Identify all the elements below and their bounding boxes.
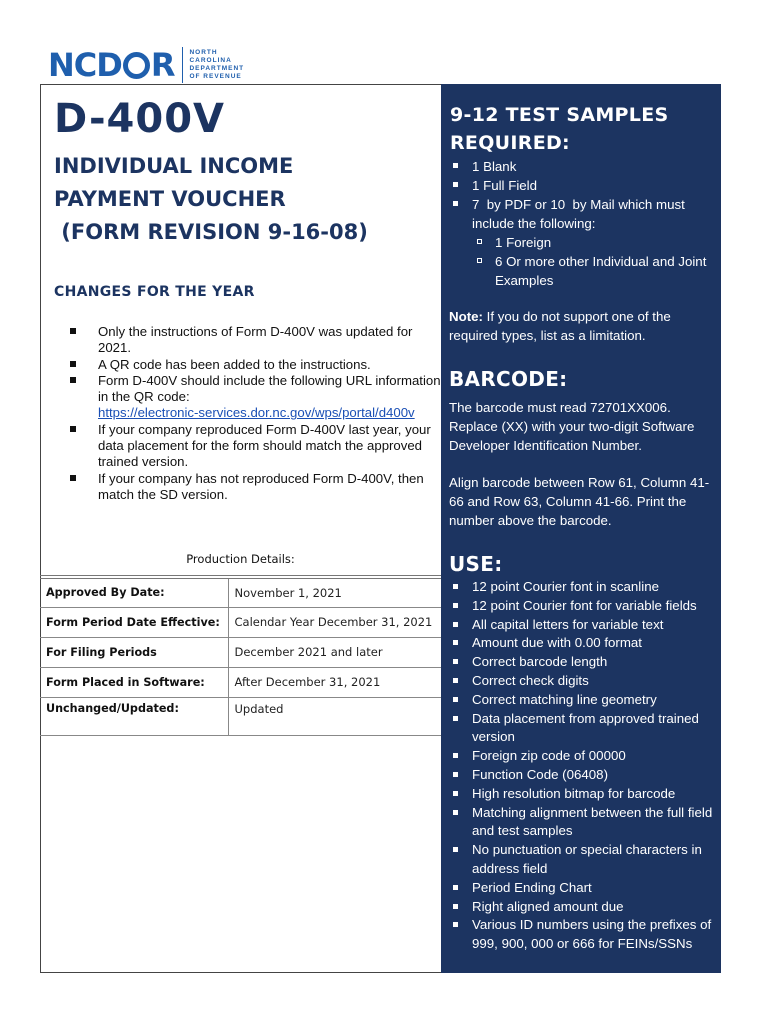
logo-text-r: R xyxy=(150,46,175,84)
list-item xyxy=(450,616,718,635)
form-id: D-400V xyxy=(54,96,225,142)
list-item-text: All capital letters for variable text xyxy=(472,616,664,632)
changes-list xyxy=(70,324,442,503)
list-item xyxy=(70,471,442,504)
list-item-text: High resolution bitmap for barcode xyxy=(472,785,676,801)
list-item-text: Data placement from approved trained version xyxy=(472,710,699,745)
table-row xyxy=(40,637,441,667)
bullet-icon xyxy=(453,603,458,608)
list-item xyxy=(450,157,715,176)
list-item-text: Foreign zip code of 00000 xyxy=(472,748,626,764)
sublist-item xyxy=(472,252,715,290)
list-item-text: 1 Blank xyxy=(472,159,517,174)
note-text: If you do not support one of the required types, list as a limitation. xyxy=(449,309,675,343)
list-item-text: Correct barcode length xyxy=(472,654,608,670)
list-item xyxy=(70,422,442,471)
test-samples-heading xyxy=(450,101,668,157)
list-item xyxy=(450,691,718,710)
bullet-icon xyxy=(453,885,458,890)
list-item xyxy=(450,785,718,804)
bullet-icon xyxy=(453,678,458,683)
bullet-icon xyxy=(70,475,76,481)
list-item xyxy=(450,879,718,898)
list-item xyxy=(70,373,442,422)
bullet-icon xyxy=(453,201,458,206)
bullet-icon xyxy=(453,753,458,758)
logo-sub-line: OF REVENUE xyxy=(189,73,242,80)
form-title-line: (FORM REVISION 9-16-08) xyxy=(54,220,368,244)
list-item-text: Period Ending Chart xyxy=(472,879,592,895)
barcode-instructions: The barcode must read 72701XX006. Replace (XX) with your two-digit Software Developer Identification Number. xyxy=(449,400,695,453)
list-item xyxy=(450,916,718,954)
list-item xyxy=(450,634,718,653)
table-row xyxy=(40,667,441,697)
logo-sub-line: CAROLINA xyxy=(189,57,232,64)
bullet-icon xyxy=(453,791,458,796)
row-value: November 1, 2021 xyxy=(228,577,441,607)
bullet-icon xyxy=(453,584,458,589)
logo-wordmark xyxy=(48,46,175,84)
list-item-text: A QR code has been added to the instructions. xyxy=(98,356,371,372)
note-label: Note: xyxy=(449,309,483,324)
production-details-table xyxy=(40,575,441,736)
list-item-text: Correct matching line geometry xyxy=(472,691,657,707)
row-value: After December 31, 2021 xyxy=(228,667,441,697)
bullet-icon xyxy=(70,377,76,383)
use-list xyxy=(450,578,718,954)
qr-url-link[interactable]: https://electronic-services.dor.nc.gov/wps/portal/d400v xyxy=(98,405,415,421)
row-value: December 2021 and later xyxy=(228,637,441,667)
list-item xyxy=(450,898,718,917)
barcode-alignment: Align barcode between Row 61, Column 41-66 and Row 63, Column 41-66. Print the number above the barcode. xyxy=(449,475,710,528)
bullet-icon xyxy=(453,772,458,777)
row-label: Form Period Date Effective: xyxy=(40,607,228,637)
form-title-line: PAYMENT VOUCHER xyxy=(54,187,286,211)
list-item-text: Amount due with 0.00 format xyxy=(472,635,642,651)
bullet-icon xyxy=(70,426,76,432)
bullet-icon xyxy=(453,182,458,187)
list-item xyxy=(450,766,718,785)
list-item-text: Right aligned amount due xyxy=(472,898,624,914)
list-item xyxy=(450,841,718,879)
hollow-bullet-icon xyxy=(477,239,482,244)
list-item xyxy=(70,324,442,357)
bullet-icon xyxy=(453,847,458,852)
list-item-text: Form D-400V should include the following URL information in the QR code: xyxy=(98,372,441,405)
list-item xyxy=(450,597,718,616)
list-item-text: 1 Foreign xyxy=(495,235,552,250)
list-item-text: Function Code (06408) xyxy=(472,766,609,782)
logo-sub-line: DEPARTMENT xyxy=(189,65,245,72)
list-item-text: 7 by PDF or 10 by Mail which must include the following: xyxy=(472,197,689,231)
barcode-heading: BARCODE: xyxy=(449,367,568,391)
changes-heading: CHANGES FOR THE YEAR xyxy=(54,284,255,300)
limitation-note xyxy=(449,307,714,345)
logo-subtitle xyxy=(189,49,244,81)
logo-text-nc: NC xyxy=(48,46,97,84)
heading-line: 9-12 TEST SAMPLES xyxy=(450,104,669,126)
logo-o-ring xyxy=(123,52,150,79)
logo-sub-line: NORTH xyxy=(189,49,218,56)
form-title-line: INDIVIDUAL INCOME xyxy=(54,154,294,178)
use-heading: USE: xyxy=(449,552,503,576)
list-item-text: 1 Full Field xyxy=(472,178,538,193)
list-item xyxy=(450,710,718,748)
test-samples-sublist xyxy=(472,233,715,290)
list-item-text: No punctuation or special characters in address field xyxy=(472,842,702,876)
row-label: Approved By Date: xyxy=(40,577,228,607)
heading-line: REQUIRED: xyxy=(450,132,570,154)
hollow-bullet-icon xyxy=(477,258,482,263)
table-row xyxy=(40,607,441,637)
list-item-text: 12 point Courier font in scanline xyxy=(472,579,660,594)
bullet-icon xyxy=(453,904,458,909)
bullet-icon xyxy=(70,361,76,367)
list-item xyxy=(450,176,715,195)
form-title xyxy=(54,150,368,249)
test-samples-list xyxy=(450,157,715,290)
list-item-text: If your company reproduced Form D-400V last year, your data placement for the form should match the approved trained version. xyxy=(98,421,431,470)
bullet-icon xyxy=(453,810,458,815)
list-item-text: 6 Or more other Individual and Joint Examples xyxy=(495,254,707,288)
bullet-icon xyxy=(453,640,458,645)
list-item-text: Correct check digits xyxy=(472,672,589,688)
bullet-icon xyxy=(453,659,458,664)
row-label: Unchanged/Updated: xyxy=(40,697,228,735)
list-item xyxy=(450,804,718,842)
bullet-icon xyxy=(70,328,76,334)
list-item xyxy=(450,672,718,691)
row-label: For Filing Periods xyxy=(40,637,228,667)
list-item xyxy=(450,578,718,597)
list-item-text: Various ID numbers using the prefixes of 999, 900, 000 or 666 for FEINs/SSNs xyxy=(472,917,712,952)
logo-divider xyxy=(182,47,183,83)
list-item-text: If your company has not reproduced Form D-400V, then match the SD version. xyxy=(98,470,424,502)
table-row xyxy=(40,697,441,735)
sublist-item xyxy=(472,233,715,252)
bullet-icon xyxy=(453,716,458,721)
row-value: Calendar Year December 31, 2021 xyxy=(228,607,441,637)
list-item-text: Matching alignment between the full field and test samples xyxy=(472,804,713,839)
bullet-icon xyxy=(453,163,458,168)
ncdor-logo xyxy=(48,46,244,84)
list-item-text: 12 point Courier font for variable fields xyxy=(472,597,697,613)
table-row xyxy=(40,577,441,607)
list-item xyxy=(450,747,718,766)
row-label: Form Placed in Software: xyxy=(40,667,228,697)
list-item xyxy=(450,653,718,672)
production-details-title: Production Details: xyxy=(186,552,295,566)
list-item xyxy=(70,357,442,373)
row-value: Updated xyxy=(228,697,441,735)
list-item-text: Only the instructions of Form D-400V was updated for 2021. xyxy=(98,324,413,356)
bullet-icon xyxy=(453,622,458,627)
bullet-icon xyxy=(453,922,458,927)
list-item xyxy=(450,195,715,290)
logo-text-d: D xyxy=(96,46,122,84)
bullet-icon xyxy=(453,697,458,702)
